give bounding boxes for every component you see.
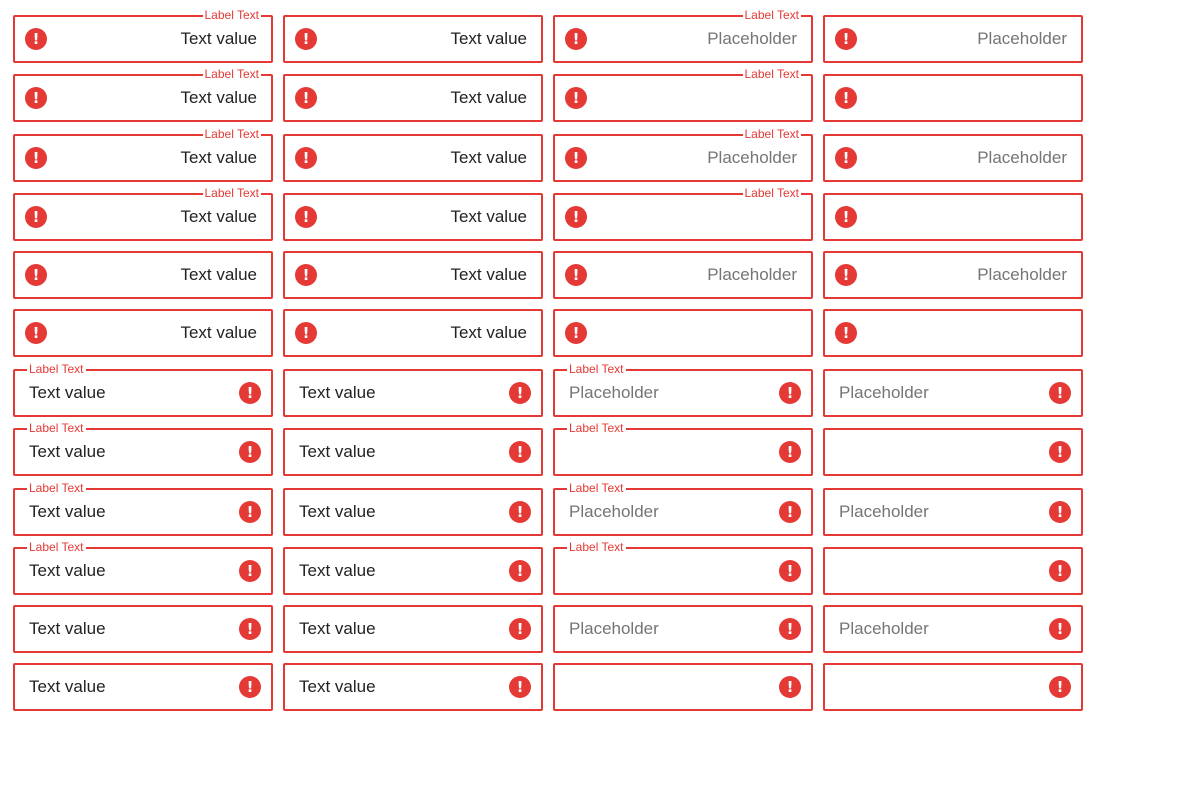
field-placeholder: Placeholder <box>839 502 929 521</box>
text-field[interactable] <box>13 309 273 357</box>
text-field[interactable] <box>823 663 1083 711</box>
field-value: Text value <box>29 383 106 402</box>
error-icon: ! <box>565 322 587 344</box>
field-label: Label Text <box>744 127 799 141</box>
field-value: Text value <box>29 677 106 696</box>
field-value: Text value <box>180 207 257 226</box>
text-field[interactable] <box>13 186 273 241</box>
error-icon: ! <box>835 87 857 109</box>
text-field[interactable] <box>283 428 543 476</box>
text-field[interactable] <box>823 369 1083 417</box>
field-placeholder: Placeholder <box>707 265 797 284</box>
error-icon: ! <box>779 560 801 582</box>
field-value: Text value <box>180 323 257 342</box>
text-field[interactable] <box>823 134 1083 182</box>
field-label: Label Text <box>29 362 84 376</box>
text-field[interactable] <box>13 540 273 595</box>
error-icon: ! <box>835 206 857 228</box>
text-field[interactable] <box>283 193 543 241</box>
text-field[interactable] <box>553 309 813 357</box>
field-value: Text value <box>299 442 376 461</box>
error-icon: ! <box>239 618 261 640</box>
error-icon: ! <box>565 87 587 109</box>
error-icon: ! <box>565 264 587 286</box>
field-value: Text value <box>29 619 106 638</box>
error-icon: ! <box>779 501 801 523</box>
error-icon: ! <box>25 264 47 286</box>
error-icon: ! <box>835 264 857 286</box>
field-value: Text value <box>29 442 106 461</box>
text-field[interactable] <box>13 605 273 653</box>
error-icon: ! <box>295 322 317 344</box>
field-value: Text value <box>450 148 527 167</box>
field-label: Label Text <box>569 540 624 554</box>
text-field[interactable] <box>13 481 273 536</box>
text-field[interactable] <box>283 74 543 122</box>
field-label: Label Text <box>29 421 84 435</box>
text-field[interactable] <box>283 488 543 536</box>
error-icon: ! <box>779 676 801 698</box>
text-field[interactable] <box>823 605 1083 653</box>
error-icon: ! <box>25 322 47 344</box>
error-icon: ! <box>295 264 317 286</box>
error-icon: ! <box>239 382 261 404</box>
field-label: Label Text <box>204 127 259 141</box>
text-field[interactable] <box>283 251 543 299</box>
text-field[interactable] <box>283 134 543 182</box>
error-icon: ! <box>779 382 801 404</box>
text-field[interactable] <box>553 663 813 711</box>
field-placeholder: Placeholder <box>569 383 659 402</box>
error-icon: ! <box>509 382 531 404</box>
text-field[interactable] <box>553 67 813 122</box>
field-label: Label Text <box>744 186 799 200</box>
text-field[interactable] <box>553 421 813 476</box>
field-value: Text value <box>29 502 106 521</box>
text-field[interactable] <box>283 547 543 595</box>
error-icon: ! <box>835 28 857 50</box>
field-placeholder: Placeholder <box>977 148 1067 167</box>
error-icon: ! <box>1049 382 1071 404</box>
field-value: Text value <box>299 383 376 402</box>
field-label: Label Text <box>204 186 259 200</box>
text-field[interactable] <box>553 186 813 241</box>
field-label: Label Text <box>29 540 84 554</box>
text-field[interactable] <box>13 421 273 476</box>
field-value: Text value <box>299 619 376 638</box>
error-icon: ! <box>239 501 261 523</box>
field-value: Text value <box>299 677 376 696</box>
error-icon: ! <box>239 441 261 463</box>
field-label: Label Text <box>204 67 259 81</box>
field-value: Text value <box>299 561 376 580</box>
error-icon: ! <box>779 441 801 463</box>
error-icon: ! <box>295 206 317 228</box>
field-value: Text value <box>180 148 257 167</box>
error-icon: ! <box>239 676 261 698</box>
field-value: Text value <box>450 88 527 107</box>
text-field[interactable] <box>283 605 543 653</box>
error-icon: ! <box>779 618 801 640</box>
error-icon: ! <box>509 676 531 698</box>
text-field[interactable] <box>553 481 813 536</box>
text-field[interactable] <box>13 67 273 122</box>
text-field[interactable] <box>553 127 813 182</box>
text-field[interactable] <box>553 362 813 417</box>
text-field[interactable] <box>823 547 1083 595</box>
field-value: Text value <box>180 265 257 284</box>
text-field[interactable] <box>823 488 1083 536</box>
text-field[interactable] <box>13 663 273 711</box>
field-value: Text value <box>450 265 527 284</box>
error-icon: ! <box>295 28 317 50</box>
text-field[interactable] <box>283 15 543 63</box>
error-icon: ! <box>565 147 587 169</box>
field-placeholder: Placeholder <box>839 619 929 638</box>
field-value: Text value <box>180 88 257 107</box>
field-label: Label Text <box>569 481 624 495</box>
field-label: Label Text <box>744 67 799 81</box>
field-label: Label Text <box>569 421 624 435</box>
text-field[interactable] <box>553 540 813 595</box>
field-value: Text value <box>299 502 376 521</box>
error-icon: ! <box>239 560 261 582</box>
error-icon: ! <box>835 147 857 169</box>
field-label: Label Text <box>744 8 799 22</box>
text-field[interactable] <box>823 74 1083 122</box>
error-icon: ! <box>509 560 531 582</box>
error-icon: ! <box>835 322 857 344</box>
error-icon: ! <box>1049 501 1071 523</box>
text-field[interactable] <box>553 251 813 299</box>
field-value: Text value <box>450 207 527 226</box>
error-icon: ! <box>25 206 47 228</box>
text-field[interactable] <box>283 663 543 711</box>
text-field[interactable] <box>823 15 1083 63</box>
field-value: Text value <box>450 29 527 48</box>
field-value: Text value <box>450 323 527 342</box>
error-icon: ! <box>509 501 531 523</box>
field-label: Label Text <box>569 362 624 376</box>
error-icon: ! <box>565 28 587 50</box>
text-field[interactable] <box>13 8 273 63</box>
field-placeholder: Placeholder <box>707 148 797 167</box>
error-icon: ! <box>1049 618 1071 640</box>
text-field[interactable] <box>553 8 813 63</box>
field-label: Label Text <box>204 8 259 22</box>
field-placeholder: Placeholder <box>977 265 1067 284</box>
field-placeholder: Placeholder <box>707 29 797 48</box>
field-label: Label Text <box>29 481 84 495</box>
text-field[interactable] <box>823 428 1083 476</box>
error-icon: ! <box>509 618 531 640</box>
error-icon: ! <box>25 87 47 109</box>
text-field[interactable] <box>823 193 1083 241</box>
error-icon: ! <box>1049 676 1071 698</box>
text-field[interactable] <box>823 309 1083 357</box>
text-field[interactable] <box>283 309 543 357</box>
error-icon: ! <box>1049 560 1071 582</box>
error-icon: ! <box>565 206 587 228</box>
field-value: Text value <box>180 29 257 48</box>
field-value: Text value <box>29 561 106 580</box>
text-field[interactable] <box>283 369 543 417</box>
error-icon: ! <box>25 28 47 50</box>
error-icon: ! <box>25 147 47 169</box>
text-field[interactable] <box>553 605 813 653</box>
error-icon: ! <box>295 147 317 169</box>
field-placeholder: Placeholder <box>569 619 659 638</box>
error-icon: ! <box>509 441 531 463</box>
field-placeholder: Placeholder <box>839 383 929 402</box>
error-icon: ! <box>1049 441 1071 463</box>
text-field[interactable] <box>13 127 273 182</box>
text-field[interactable] <box>13 251 273 299</box>
field-placeholder: Placeholder <box>569 502 659 521</box>
error-icon: ! <box>295 87 317 109</box>
text-field[interactable] <box>13 362 273 417</box>
text-field[interactable] <box>823 251 1083 299</box>
field-placeholder: Placeholder <box>977 29 1067 48</box>
